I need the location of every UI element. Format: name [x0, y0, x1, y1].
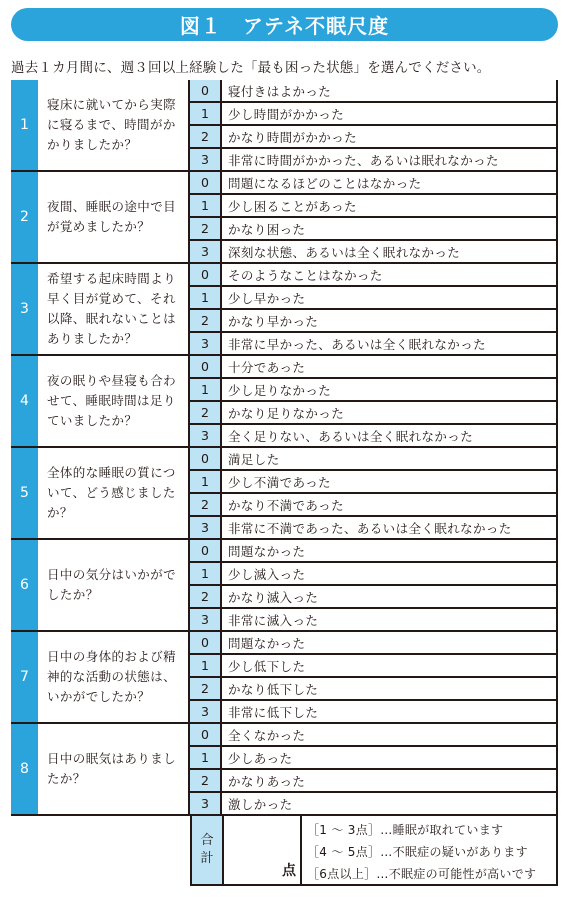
question-number: 4: [11, 356, 38, 448]
option-label: 深刻な状態、あるいは全く眠れなかった: [222, 241, 558, 264]
total-label-char: 計: [200, 851, 214, 866]
question-text-line: 夜間、睡眠の途中で目: [47, 199, 177, 214]
answer-option[interactable]: [190, 310, 558, 333]
score-legend: [302, 816, 556, 884]
answer-options: [190, 80, 558, 172]
answer-option[interactable]: [190, 264, 558, 287]
option-score: 0: [190, 724, 222, 747]
legend-item: ［4 ～ 5点］…不眠症の疑いがあります: [307, 844, 528, 859]
answer-option[interactable]: [190, 126, 558, 149]
answer-option[interactable]: [190, 540, 558, 563]
answer-option[interactable]: [190, 333, 558, 356]
option-label: かなり時間がかかった: [222, 126, 558, 149]
question-text-line: いて、どう感じました: [47, 485, 176, 500]
question-text-line: 日中の身体的および精: [47, 649, 177, 664]
answer-option[interactable]: [190, 701, 558, 724]
option-label: かなり早かった: [222, 310, 558, 333]
option-label: かなり滅入った: [222, 586, 558, 609]
option-score: 3: [190, 609, 222, 632]
option-label: かなり低下した: [222, 678, 558, 701]
option-label: かなり不満であった: [222, 494, 558, 517]
option-score: 0: [190, 172, 222, 195]
option-label: 少しあった: [222, 747, 558, 770]
answer-option[interactable]: [190, 241, 558, 264]
option-score: 3: [190, 793, 222, 816]
option-score: 3: [190, 149, 222, 172]
question-text: [38, 724, 190, 816]
question-text: [38, 172, 190, 264]
option-score: 1: [190, 379, 222, 402]
question-text-line: 希望する起床時間より: [47, 271, 177, 286]
option-score: 2: [190, 494, 222, 517]
instruction-text: 過去１カ月間に、週３回以上経験した「最も困った状態」を選んでください。: [11, 60, 491, 76]
option-label: 寝付きはよかった: [222, 80, 558, 103]
question-number: 3: [11, 264, 38, 356]
answer-option[interactable]: [190, 793, 558, 816]
question-number: 5: [11, 448, 38, 540]
answer-options: [190, 724, 558, 816]
question-block: [11, 80, 558, 172]
option-label: 満足した: [222, 448, 558, 471]
answer-option[interactable]: [190, 103, 558, 126]
option-score: 2: [190, 126, 222, 149]
option-score: 0: [190, 80, 222, 103]
question-block: [11, 448, 558, 540]
question-text-line: 以降、眠れないことは: [47, 311, 177, 326]
option-label: そのようなことはなかった: [222, 264, 558, 287]
question-text-line: 日中の気分はいかがで: [47, 567, 177, 582]
legend-item: ［6点以上］…不眠症の可能性が高いです: [307, 866, 537, 881]
answer-option[interactable]: [190, 747, 558, 770]
question-text-line: 夜の眠りや昼寝も合わ: [47, 373, 177, 388]
option-score: 3: [190, 333, 222, 356]
question-text-line: に寝るまで、時間がか: [47, 117, 176, 132]
answer-options: [190, 448, 558, 540]
answer-option[interactable]: [190, 517, 558, 540]
question-text: [38, 632, 190, 724]
answer-option[interactable]: [190, 494, 558, 517]
question-block: [11, 264, 558, 356]
option-label: 少し不満であった: [222, 471, 558, 494]
option-score: 1: [190, 747, 222, 770]
question-text-line: したか？: [47, 587, 99, 602]
answer-option[interactable]: [190, 149, 558, 172]
answer-option[interactable]: [190, 563, 558, 586]
option-label: 激しかった: [222, 793, 558, 816]
option-label: かなり足りなかった: [222, 402, 558, 425]
answer-option[interactable]: [190, 678, 558, 701]
answer-option[interactable]: [190, 218, 558, 241]
option-label: 非常に滅入った: [222, 609, 558, 632]
option-score: 1: [190, 655, 222, 678]
option-score: 3: [190, 241, 222, 264]
option-label: 少し困ることがあった: [222, 195, 558, 218]
question-number: 7: [11, 632, 38, 724]
question-number: 8: [11, 724, 38, 816]
question-text-line: が覚めましたか？: [47, 219, 151, 234]
points-unit: 点: [282, 863, 296, 879]
option-score: 2: [190, 218, 222, 241]
option-label: 問題になるほどのことはなかった: [222, 172, 558, 195]
option-score: 2: [190, 310, 222, 333]
total-points-field[interactable]: [224, 816, 302, 884]
option-label: 問題なかった: [222, 632, 558, 655]
option-label: 非常に時間がかかった、あるいは眠れなかった: [222, 149, 558, 172]
answer-options: [190, 264, 558, 356]
question-text-line: ていましたか？: [47, 413, 138, 428]
question-text-line: 神的な活動の状態は、: [47, 669, 177, 684]
option-score: 1: [190, 103, 222, 126]
option-label: 非常に早かった、あるいは全く眠れなかった: [222, 333, 558, 356]
option-score: 1: [190, 563, 222, 586]
option-label: 十分であった: [222, 356, 558, 379]
option-label: 少し滅入った: [222, 563, 558, 586]
question-text-line: せて、睡眠時間は足り: [47, 393, 176, 408]
question-text: [38, 540, 190, 632]
question-number: 1: [11, 80, 38, 172]
option-score: 2: [190, 402, 222, 425]
page-title: 図１ アテネ不眠尺度: [11, 8, 558, 41]
answer-option[interactable]: [190, 632, 558, 655]
answer-option[interactable]: [190, 609, 558, 632]
option-label: 非常に低下した: [222, 701, 558, 724]
answer-options: [190, 632, 558, 724]
answer-option[interactable]: [190, 80, 558, 103]
question-number: 2: [11, 172, 38, 264]
option-score: 1: [190, 195, 222, 218]
answer-option[interactable]: [190, 356, 558, 379]
answer-option[interactable]: [190, 655, 558, 678]
answer-option[interactable]: [190, 770, 558, 793]
question-text-line: ありましたか？: [47, 331, 138, 346]
option-label: かなりあった: [222, 770, 558, 793]
answer-option[interactable]: [190, 402, 558, 425]
option-label: 問題なかった: [222, 540, 558, 563]
answer-option[interactable]: [190, 379, 558, 402]
question-block: [11, 540, 558, 632]
question-text-line: か？: [47, 505, 73, 520]
answer-option[interactable]: [190, 586, 558, 609]
option-label: 全く足りない、あるいは全く眠れなかった: [222, 425, 558, 448]
question-text: [38, 356, 190, 448]
total-row: [190, 816, 558, 886]
option-label: 少し足りなかった: [222, 379, 558, 402]
option-score: 0: [190, 540, 222, 563]
option-label: 少し早かった: [222, 287, 558, 310]
total-label-char: 合: [200, 833, 214, 848]
legend-item: ［1 ～ 3点］…睡眠が取れています: [307, 822, 504, 837]
total-label: [192, 816, 224, 884]
question-text-line: 全体的な睡眠の質につ: [47, 465, 176, 480]
answer-option[interactable]: [190, 724, 558, 747]
answer-option[interactable]: [190, 425, 558, 448]
question-text-line: 寝床に就いてから実際: [47, 97, 177, 112]
question-text: [38, 448, 190, 540]
option-score: 1: [190, 471, 222, 494]
option-label: 少し時間がかかった: [222, 103, 558, 126]
answer-option[interactable]: [190, 195, 558, 218]
question-text-line: 早く目が覚めて、それ: [47, 291, 176, 306]
question-text-line: かりましたか？: [47, 137, 138, 152]
option-score: 0: [190, 632, 222, 655]
option-label: 非常に不満であった、あるいは全く眠れなかった: [222, 517, 558, 540]
answer-option[interactable]: [190, 471, 558, 494]
question-text: [38, 264, 190, 356]
question-number: 6: [11, 540, 38, 632]
survey-table: [11, 80, 558, 816]
option-label: 少し低下した: [222, 655, 558, 678]
answer-options: [190, 172, 558, 264]
option-score: 2: [190, 770, 222, 793]
question-text-line: いかがでしたか？: [47, 689, 151, 704]
question-block: [11, 172, 558, 264]
question-text-line: たか？: [47, 771, 86, 786]
answer-option[interactable]: [190, 287, 558, 310]
question-block: [11, 724, 558, 816]
option-score: 2: [190, 586, 222, 609]
answer-option[interactable]: [190, 172, 558, 195]
option-score: 0: [190, 356, 222, 379]
option-score: 2: [190, 678, 222, 701]
option-score: 3: [190, 701, 222, 724]
answer-option[interactable]: [190, 448, 558, 471]
option-label: 全くなかった: [222, 724, 558, 747]
question-block: [11, 356, 558, 448]
option-score: 3: [190, 425, 222, 448]
option-label: かなり困った: [222, 218, 558, 241]
option-score: 3: [190, 517, 222, 540]
option-score: 0: [190, 448, 222, 471]
option-score: 0: [190, 264, 222, 287]
option-score: 1: [190, 287, 222, 310]
question-text: [38, 80, 190, 172]
question-text-line: 日中の眠気はありまし: [47, 751, 177, 766]
question-block: [11, 632, 558, 724]
answer-options: [190, 356, 558, 448]
answer-options: [190, 540, 558, 632]
